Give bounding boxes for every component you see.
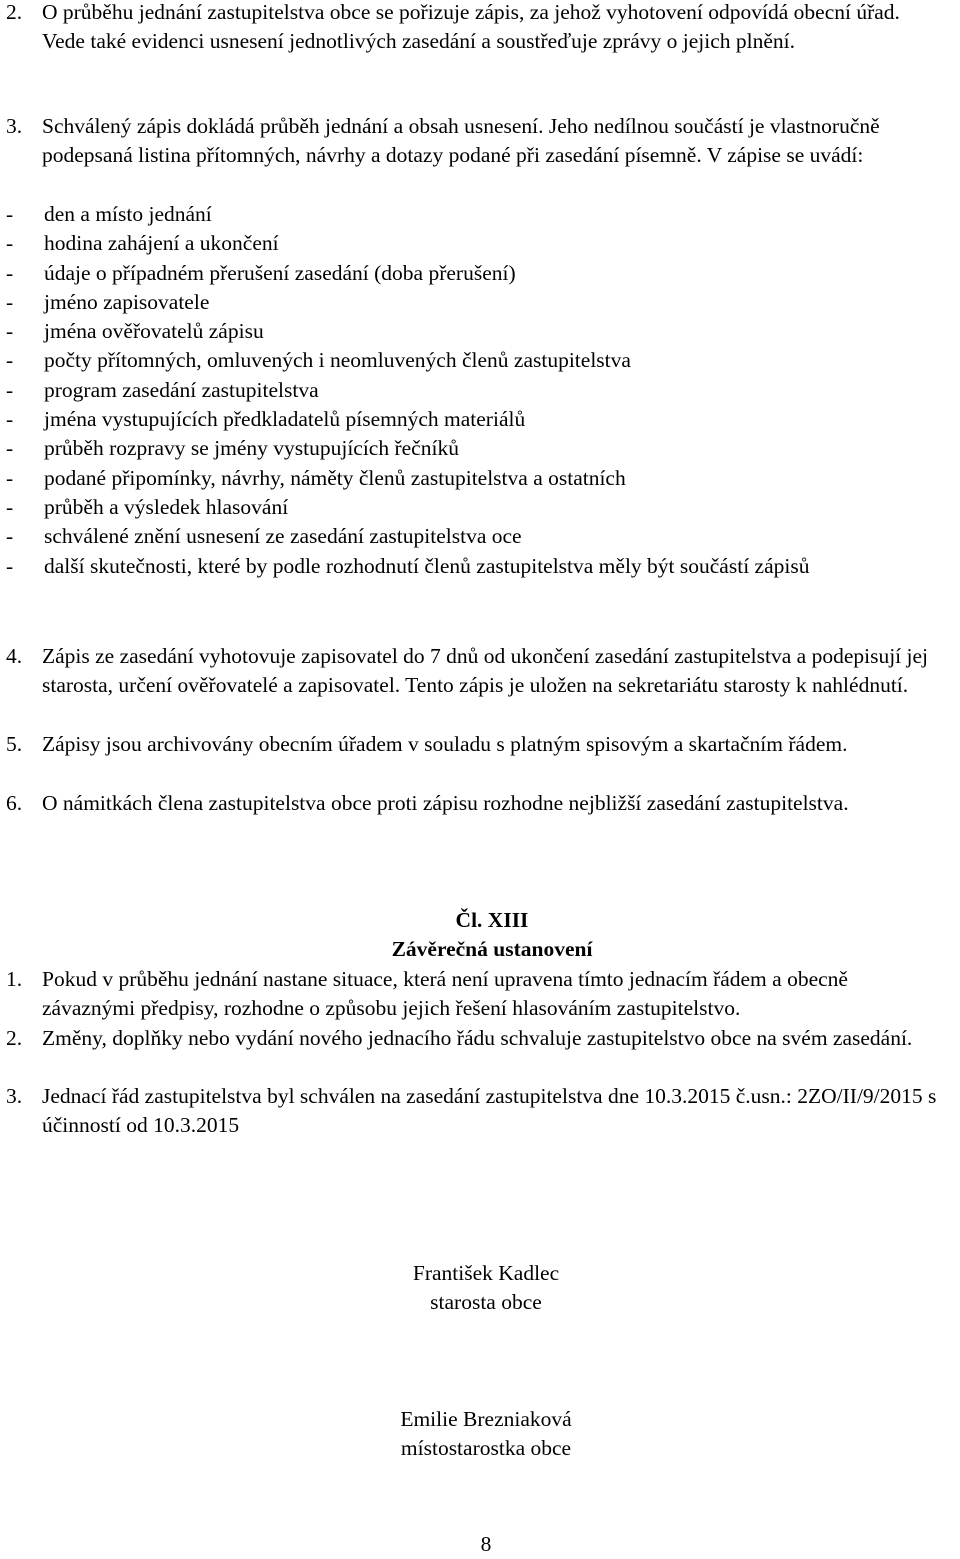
item-text: Jednací řád zastupitelstva byl schválen na zasedání zastupitelstva dne 10.3.2015 č.usn.: 2ZO/II/9/2015 s účinností od 10.3.2015 <box>42 1084 937 1138</box>
item-number: 1. <box>6 967 23 991</box>
list-item <box>0 112 945 171</box>
item-number: 2. <box>6 1026 23 1050</box>
item-text: Změny, doplňky nebo vydání nového jednacího řádu schvaluje zastupitelstvo obce na svém zasedání. <box>42 1026 913 1050</box>
list-item <box>0 1024 945 1053</box>
item-text: O průběhu jednání zastupitelstva obce se pořizuje zápis, za jehož vyhotovení odpovídá obecní úřad. Vede také evidenci usnesení jednotlivých zasedání a soustřeďuje zprávy o jejich plnění. <box>42 0 900 54</box>
bullet-item: - jména vystupujících předkladatelů písemných materiálů <box>6 407 526 432</box>
signature-name: František Kadlec <box>412 1261 560 1285</box>
bullet-item: - jméno zapisovatele <box>6 289 210 314</box>
item-text: O námitkách člena zastupitelstva obce proti zápisu rozhodne nejbližší zasedání zastupitelstva. <box>42 791 849 815</box>
item-number: 6. <box>6 791 23 815</box>
signature-name: Emilie Brezniaková <box>400 1407 572 1431</box>
bullet-item: - další skutečnosti, které by podle rozhodnutí členů zastupitelstva měly být součástí zápisů <box>6 553 810 578</box>
item-text: Zápis ze zasedání vyhotovuje zapisovatel do 7 dnů od ukončení zasedání zastupitelstva a podepisují jej starosta, určení ověřovatelé a zapisovatel. Tento zápis je uložen na sekretariátu starosty k nahlédnutí. <box>42 644 929 698</box>
bullet-item: - průběh rozpravy se jmény vystupujících řečníků <box>6 436 459 461</box>
bullet-item: - počty přítomných, omluvených i neomluvených členů zastupitelstva <box>6 348 631 373</box>
list-item <box>0 642 945 701</box>
list-item <box>0 730 945 759</box>
item-number: 2. <box>6 0 23 24</box>
article-number: Čl. XIII <box>455 908 529 932</box>
item-number: 3. <box>6 114 23 138</box>
bullet-item: - údaje o případném přerušení zasedání (doba přerušení) <box>6 260 516 285</box>
list-item <box>0 789 945 818</box>
item-number: 3. <box>6 1084 23 1108</box>
list-item <box>0 965 945 1024</box>
bullet-item: - den a místo jednání <box>6 202 212 226</box>
bullet-item: - program zasedání zastupitelstva <box>6 377 319 402</box>
item-number: 4. <box>6 644 23 668</box>
item-text: Zápisy jsou archivovány obecním úřadem v souladu s platným spisovým a skartačním řádem. <box>42 732 848 756</box>
bullet-item: - schválené znění usnesení ze zasedání zastupitelstva oce <box>6 524 522 549</box>
signature-role: místostarostka obce <box>400 1436 572 1460</box>
bullet-item: - hodina zahájení a ukončení <box>6 231 279 256</box>
item-text: Schválený zápis dokládá průběh jednání a obsah usnesení. Jeho nedílnou součástí je vlastnoručně podepsaná listina přítomných, návrhy a dotazy podané při zasedání písemně. V zápise se uvádí: <box>42 114 880 168</box>
list-item <box>0 0 945 57</box>
section-title: Závěrečná ustanovení <box>391 937 593 961</box>
bullet-item: - průběh a výsledek hlasování <box>6 494 289 519</box>
item-text: Pokud v průběhu jednání nastane situace, která není upravena tímto jednacím řádem a obecně závaznými předpisy, rozhodne o způsobu jejich řešení hlasováním zastupitelstvo. <box>42 967 848 1021</box>
signature-role: starosta obce <box>430 1290 542 1314</box>
bullet-item: - jména ověřovatelů zápisu <box>6 319 264 344</box>
bullet-list-container <box>0 200 945 581</box>
list-item <box>0 1082 945 1141</box>
page-number: 8 <box>480 1532 492 1556</box>
bullet-list <box>0 200 945 581</box>
bullet-item: - podané připomínky, návrhy, náměty členů zastupitelstva a ostatních <box>6 465 626 490</box>
item-number: 5. <box>6 732 23 756</box>
